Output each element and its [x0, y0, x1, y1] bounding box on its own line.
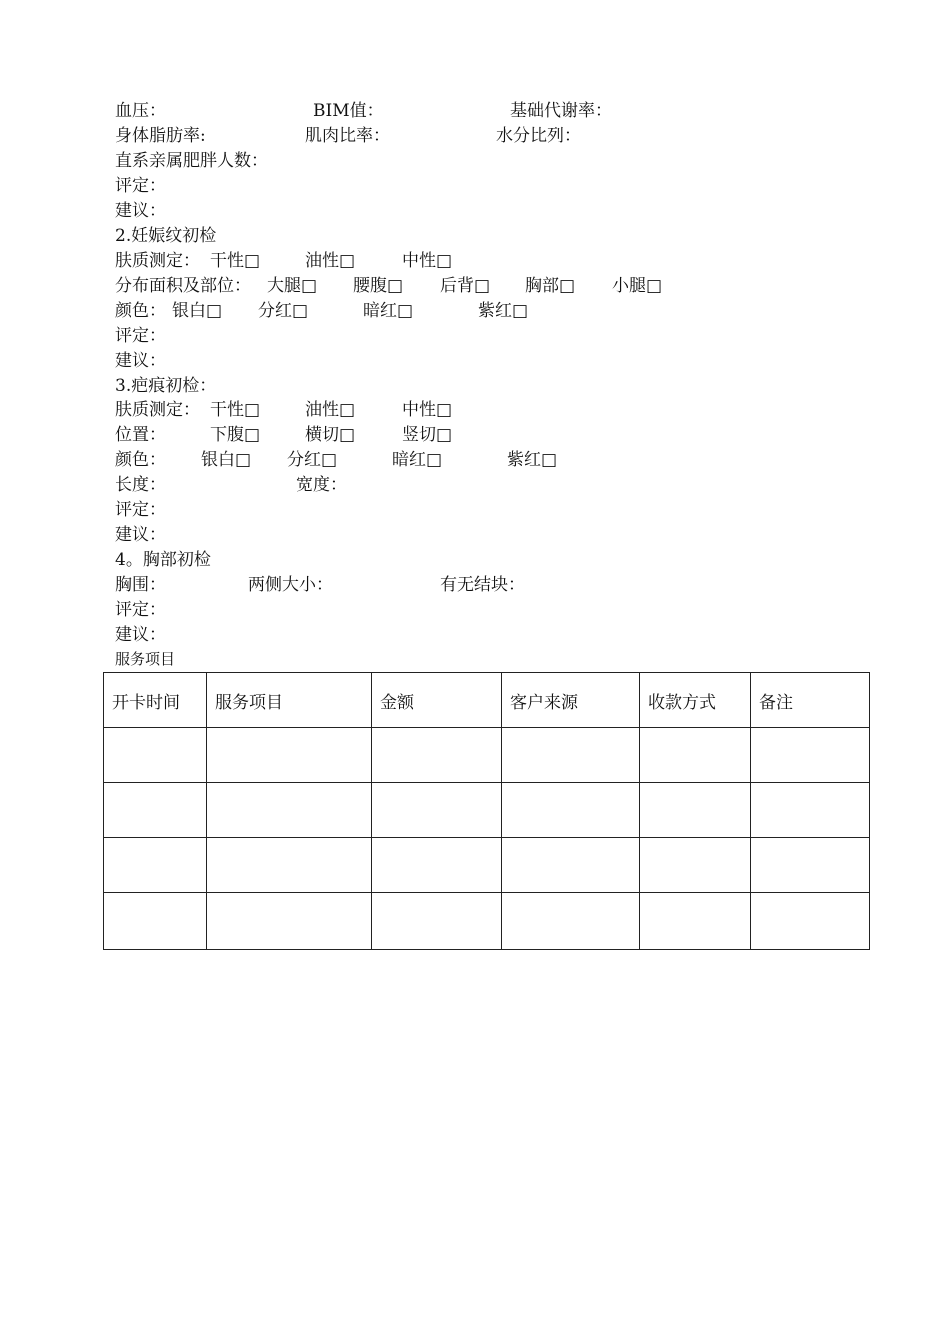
scar-position-label: 位置：: [115, 425, 166, 445]
lumps-label: 有无结块：: [440, 575, 525, 595]
table-cell[interactable]: [502, 783, 640, 838]
scar-advice-label: 建议：: [115, 525, 166, 545]
scar-skin-label: 肤质测定：: [115, 400, 200, 420]
stretch-area-label: 分布面积及部位：: [115, 276, 251, 296]
table-cell[interactable]: [640, 838, 751, 893]
table-cell[interactable]: [104, 893, 207, 950]
table-row: [104, 838, 870, 893]
body-fat-label: 身体脂肪率:: [115, 126, 206, 146]
water-label: 水分比列：: [496, 126, 581, 146]
table-cell[interactable]: [640, 783, 751, 838]
body-advice-label: 建议：: [115, 201, 166, 221]
stretch-advice-label: 建议：: [115, 351, 166, 371]
scar-length-label: 长度：: [115, 475, 166, 495]
breast-evaluation-label: 评定：: [115, 600, 166, 620]
stretch-skin-dry-checkbox[interactable]: 干性□: [210, 251, 261, 271]
table-cell[interactable]: [104, 728, 207, 783]
scar-color-pink-checkbox[interactable]: 分红□: [287, 450, 338, 470]
stretch-evaluation-label: 评定：: [115, 326, 166, 346]
table-cell[interactable]: [502, 728, 640, 783]
header-open-time: 开卡时间: [104, 673, 207, 728]
scar-color-silver-checkbox[interactable]: 银白□: [201, 450, 252, 470]
table-cell[interactable]: [502, 838, 640, 893]
pos-lower-abdomen-checkbox[interactable]: 下腹□: [210, 425, 261, 445]
area-waist-checkbox[interactable]: 腰腹□: [353, 276, 404, 296]
table-row: [104, 728, 870, 783]
table-cell[interactable]: [104, 783, 207, 838]
area-chest-checkbox[interactable]: 胸部□: [525, 276, 576, 296]
stretch-marks-title: 2.妊娠纹初检: [115, 226, 217, 246]
obese-relatives-label: 直系亲属肥胖人数：: [115, 151, 268, 171]
header-service-item: 服务项目: [207, 673, 372, 728]
table-cell[interactable]: [502, 893, 640, 950]
table-cell[interactable]: [372, 893, 502, 950]
breast-title: 4。胸部初检: [115, 550, 211, 570]
stretch-skin-label: 肤质测定：: [115, 251, 200, 271]
table-cell[interactable]: [751, 728, 870, 783]
table-cell[interactable]: [372, 728, 502, 783]
service-table: [103, 672, 870, 950]
table-row: [104, 893, 870, 950]
table-row: [104, 783, 870, 838]
blood-pressure-label: 血压：: [115, 101, 166, 121]
stretch-skin-neutral-checkbox[interactable]: 中性□: [402, 251, 453, 271]
table-cell[interactable]: [207, 893, 372, 950]
stretch-color-label: 颜色：: [115, 301, 166, 321]
scar-color-label: 颜色：: [115, 450, 166, 470]
table-cell[interactable]: [640, 728, 751, 783]
body-evaluation-label: 评定：: [115, 176, 166, 196]
table-cell[interactable]: [751, 893, 870, 950]
pos-vertical-checkbox[interactable]: 竖切□: [402, 425, 453, 445]
bust-label: 胸围：: [115, 575, 166, 595]
stretch-color-dark-checkbox[interactable]: 暗红□: [363, 301, 414, 321]
bmr-label: 基础代谢率：: [510, 101, 612, 121]
area-thigh-checkbox[interactable]: 大腿□: [267, 276, 318, 296]
table-cell[interactable]: [207, 838, 372, 893]
pos-horizontal-checkbox[interactable]: 横切□: [305, 425, 356, 445]
scar-skin-neutral-checkbox[interactable]: 中性□: [402, 400, 453, 420]
table-cell[interactable]: [207, 783, 372, 838]
scar-color-purple-checkbox[interactable]: 紫红□: [507, 450, 558, 470]
header-customer-source: 客户来源: [502, 673, 640, 728]
service-caption: 服务项目: [115, 650, 176, 668]
table-cell[interactable]: [751, 783, 870, 838]
scar-skin-dry-checkbox[interactable]: 干性□: [210, 400, 261, 420]
table-cell[interactable]: [640, 893, 751, 950]
scar-skin-oily-checkbox[interactable]: 油性□: [305, 400, 356, 420]
stretch-color-silver-checkbox[interactable]: 银白□: [172, 301, 223, 321]
muscle-label: 肌肉比率：: [305, 126, 390, 146]
breast-advice-label: 建议：: [115, 625, 166, 645]
area-calf-checkbox[interactable]: 小腿□: [612, 276, 663, 296]
table-cell[interactable]: [207, 728, 372, 783]
table-cell[interactable]: [751, 838, 870, 893]
table-cell[interactable]: [372, 838, 502, 893]
scar-color-dark-checkbox[interactable]: 暗红□: [392, 450, 443, 470]
stretch-color-pink-checkbox[interactable]: 分红□: [258, 301, 309, 321]
both-sides-label: 两侧大小：: [248, 575, 333, 595]
table-cell[interactable]: [372, 783, 502, 838]
scar-title: 3.疤痕初检：: [115, 376, 217, 396]
area-back-checkbox[interactable]: 后背□: [440, 276, 491, 296]
header-amount: 金额: [372, 673, 502, 728]
stretch-skin-oily-checkbox[interactable]: 油性□: [305, 251, 356, 271]
scar-width-label: 宽度：: [296, 475, 347, 495]
stretch-color-purple-checkbox[interactable]: 紫红□: [478, 301, 529, 321]
header-payment-method: 收款方式: [640, 673, 751, 728]
table-header-row: [104, 673, 870, 728]
header-remarks: 备注: [751, 673, 870, 728]
scar-evaluation-label: 评定：: [115, 500, 166, 520]
bmi-label: BIM值：: [313, 101, 384, 121]
table-cell[interactable]: [104, 838, 207, 893]
